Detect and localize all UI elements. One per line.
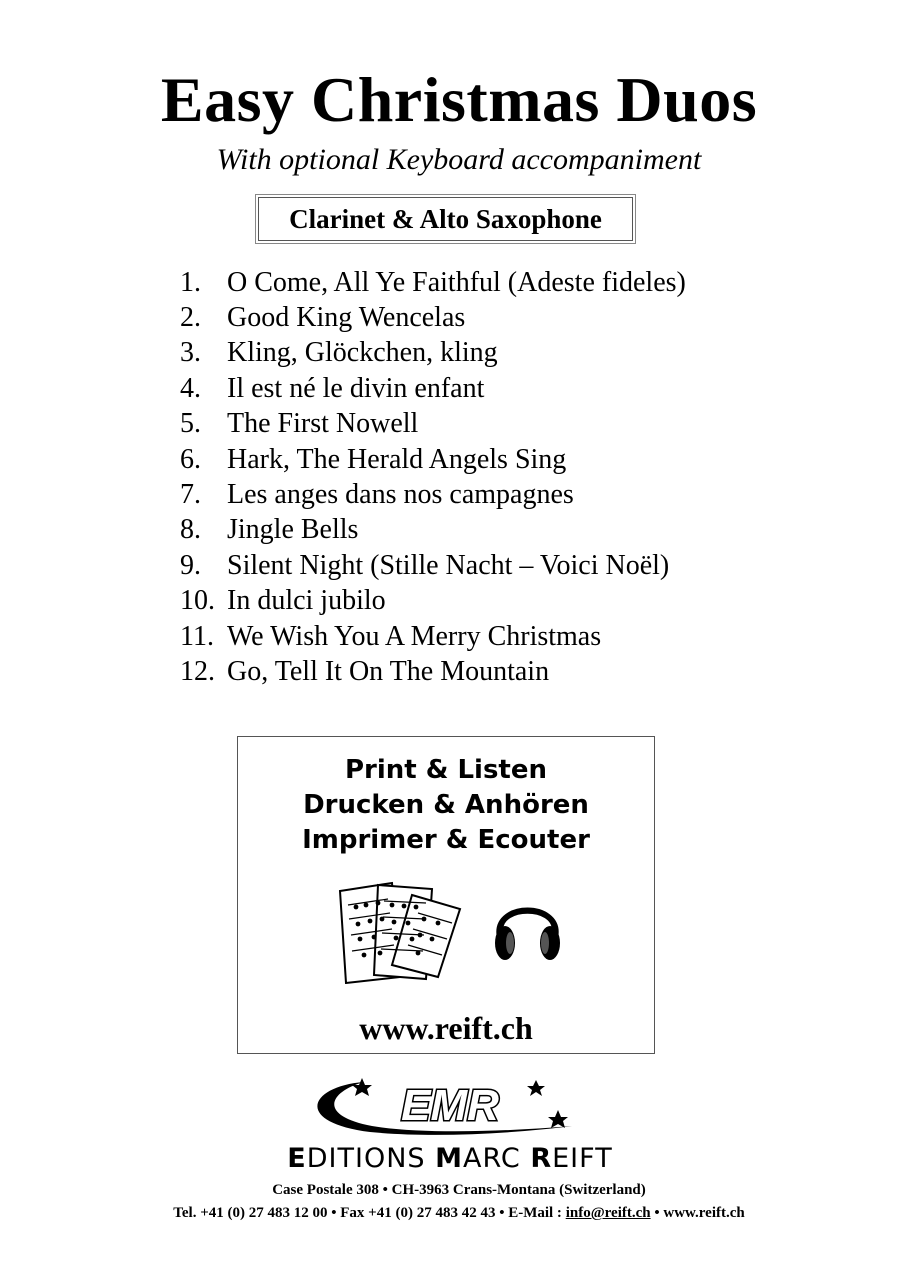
track-number: 11. [180,620,214,652]
sheet-music-icon [334,879,469,984]
track-title: O Come, All Ye Faithful (Adeste fideles) [227,266,686,298]
track-number: 2. [180,302,201,334]
track-item [180,584,686,619]
promo-line-french: Imprimer & Ecouter [302,825,590,855]
track-number: 1. [180,266,201,298]
publisher-name-part-5: R [530,1143,553,1174]
track-number: 6. [180,443,201,475]
promo-website-url[interactable]: www.reift.ch [359,1010,533,1046]
publisher-name-part-6: EIFT [552,1143,613,1174]
track-item [180,442,686,477]
track-number: 3. [180,337,201,369]
publisher-name-part-4: ARC [463,1143,531,1174]
track-number: 5. [180,408,201,440]
emr-logo [300,1074,585,1140]
page-subtitle: With optional Keyboard accompaniment [216,143,702,176]
track-item [180,336,686,371]
track-title: Il est né le divin enfant [227,372,485,404]
publisher-name [0,1142,900,1176]
instrumentation-box: Clarinet & Alto Saxophone [258,197,633,241]
track-item [180,619,686,654]
page-title: Easy Christmas Duos [160,64,758,135]
track-item [180,513,686,548]
track-title: Hark, The Herald Angels Sing [227,443,567,475]
track-title: Les anges dans nos campagnes [227,479,574,511]
track-title: The First Nowell [227,408,419,440]
publisher-name-part-3: M [435,1143,463,1174]
track-item [180,548,686,583]
track-list [180,265,686,690]
track-title: Good King Wencelas [227,302,466,334]
track-title: In dulci jubilo [227,585,386,617]
track-title: Silent Night (Stille Nacht – Voici Noël) [227,549,670,581]
contact-email-link[interactable]: info@reift.ch [565,1205,651,1221]
track-item [180,371,686,406]
track-item [180,407,686,442]
track-title: Jingle Bells [227,514,359,546]
track-number: 9. [180,549,201,581]
track-number: 7. [180,479,201,511]
track-number: 4. [180,372,201,404]
track-title: Kling, Glöckchen, kling [227,337,498,369]
track-item [180,265,686,300]
contact-phone-fax: Tel. +41 (0) 27 483 12 00 • Fax +41 (0) 27 483 42 43 • E-Mail : [173,1205,566,1221]
emr-logo-text: EMR [401,1081,499,1130]
track-title: Go, Tell It On The Mountain [227,655,550,687]
publisher-name-part-1: E [287,1143,307,1174]
track-number: 12. [180,655,215,687]
publisher-name-part-2: DITIONS [306,1143,436,1174]
publisher-contact [0,1202,900,1224]
track-number: 10. [180,585,215,617]
contact-website: • www.reift.ch [650,1205,745,1221]
publisher-address: Case Postale 308 • CH-3963 Crans-Montana (Switzerland) [272,1182,646,1198]
promo-line-german: Drucken & Anhören [303,790,589,820]
track-number: 8. [180,514,201,546]
track-item [180,300,686,335]
track-item [180,654,686,689]
track-title: We Wish You A Merry Christmas [227,620,602,652]
promo-line-english: Print & Listen [344,755,548,785]
track-item [180,477,686,512]
print-listen-box [237,736,655,1054]
headphones-icon [490,887,565,967]
